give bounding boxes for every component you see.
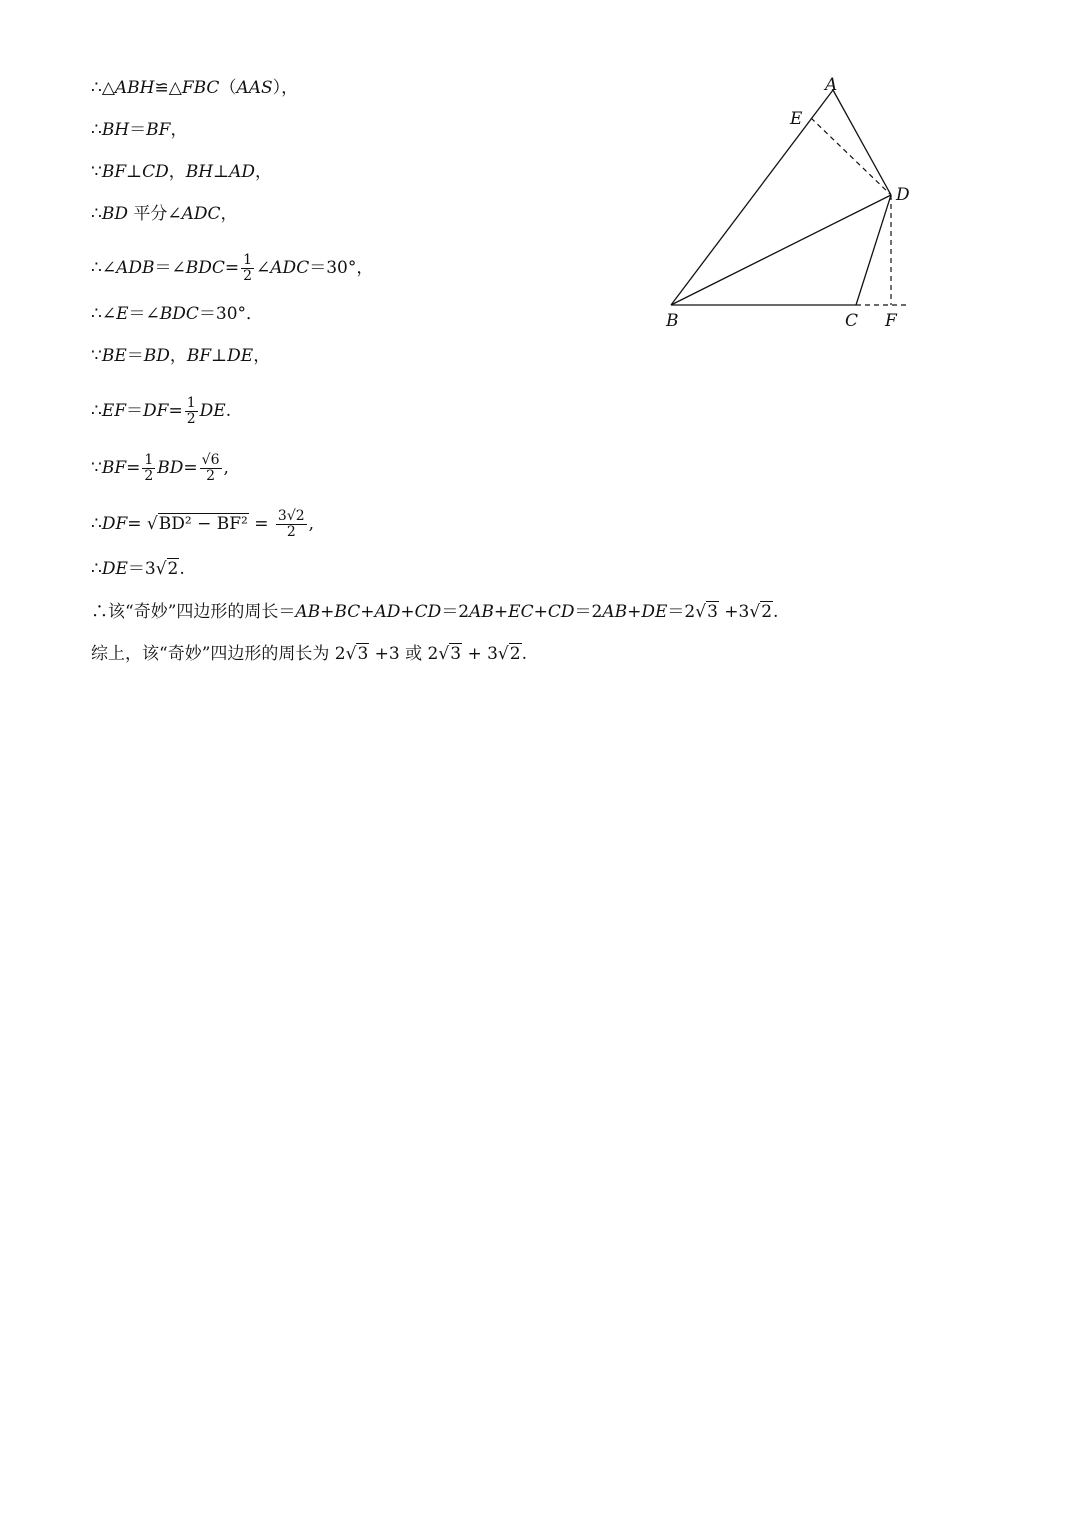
label-c: C xyxy=(845,311,859,331)
square-root xyxy=(438,642,462,666)
text-run: +3 或 2 xyxy=(369,644,439,664)
text-run: ∴∠ xyxy=(91,304,117,324)
math-variable: BF xyxy=(101,162,127,182)
text-run: ∴该“奇妙”四边形的周长＝ xyxy=(91,602,296,622)
fraction xyxy=(241,253,254,284)
fraction xyxy=(185,396,198,427)
square-root xyxy=(147,512,249,536)
radical-sign: √ xyxy=(345,644,357,664)
text-run: ）， xyxy=(272,78,299,98)
fraction xyxy=(200,453,222,484)
radicand: 3 xyxy=(357,644,369,664)
proof-line xyxy=(91,600,778,624)
fraction-denominator: 2 xyxy=(286,524,296,540)
math-variable: DE xyxy=(101,559,128,579)
text-run: + xyxy=(400,602,415,622)
math-variable: DF xyxy=(143,401,169,421)
text-run: ⊥ xyxy=(126,162,143,182)
math-variable: FBC xyxy=(181,78,220,98)
label-d: D xyxy=(896,185,910,205)
math-variable: AB xyxy=(295,602,321,622)
math-variable: AD xyxy=(374,602,401,622)
radical-sign: √ xyxy=(497,644,509,664)
text-run: ＝2 xyxy=(441,602,470,622)
text-run: ＝30°， xyxy=(309,258,374,278)
math-variable: BC xyxy=(334,602,361,622)
proof-line xyxy=(91,160,272,184)
text-run: ＝∠ xyxy=(128,304,160,324)
text-run: ∵ xyxy=(91,458,102,478)
proof-line xyxy=(91,202,238,226)
math-variable: BE xyxy=(101,346,127,366)
square-root xyxy=(749,600,773,624)
radical-sign: √ xyxy=(749,602,761,622)
math-variable: CD xyxy=(414,602,442,622)
text-run: = xyxy=(183,458,198,478)
text-run: ∴ xyxy=(91,120,102,140)
text-run: ， xyxy=(220,204,238,224)
text-run: = xyxy=(126,458,141,478)
text-run: ∴ xyxy=(91,401,102,421)
fraction-numerator: 1 xyxy=(243,252,253,268)
text-run: ， xyxy=(255,162,273,182)
fraction-numerator: 1 xyxy=(186,395,196,411)
radical-sign: √ xyxy=(146,514,158,534)
label-f: F xyxy=(885,311,897,331)
text-run: , xyxy=(308,514,315,534)
text-run: ＝2 xyxy=(667,602,696,622)
math-variable: ADB xyxy=(116,258,155,278)
text-run: ＝ xyxy=(129,120,147,140)
text-run: ∵ xyxy=(91,162,102,182)
radicand: 2 xyxy=(167,559,179,579)
text-run: . xyxy=(225,401,232,421)
math-variable: DE xyxy=(199,401,226,421)
text-run: + xyxy=(533,602,548,622)
text-run: ≌△ xyxy=(154,78,182,98)
math-variable: BF xyxy=(186,346,212,366)
proof-line xyxy=(91,453,229,484)
math-variable: ADC xyxy=(270,258,310,278)
math-variable: E xyxy=(116,304,129,324)
math-variable: AB xyxy=(602,602,628,622)
text-run: + xyxy=(493,602,509,622)
text-run: ∴ xyxy=(91,559,102,579)
text-run: （ xyxy=(219,78,237,98)
radicand: 2 xyxy=(761,602,773,622)
math-variable: ADC xyxy=(181,204,221,224)
fraction-numerator: 3√2 xyxy=(277,508,305,524)
proof-line xyxy=(91,302,263,326)
fraction-denominator: 2 xyxy=(144,468,154,484)
text-run: = xyxy=(168,401,183,421)
math-variable: BDC xyxy=(159,304,199,324)
radicand: 2 xyxy=(509,644,521,664)
math-variable: EC xyxy=(508,602,534,622)
label-b: B xyxy=(666,311,679,331)
math-variable: DE xyxy=(227,346,254,366)
fraction-denominator: 2 xyxy=(243,268,253,284)
text-run: ∴∠ xyxy=(91,258,117,278)
text-run: 综上，该“奇妙”四边形的周长为 2 xyxy=(91,644,346,664)
text-run: ＝∠ xyxy=(154,258,186,278)
text-run: +3 xyxy=(718,602,750,622)
math-variable: BH xyxy=(101,120,130,140)
math-variable: BF xyxy=(101,458,127,478)
math-variable: AAS xyxy=(236,78,273,98)
proof-line xyxy=(91,118,187,142)
edge-ba xyxy=(671,90,833,305)
text-run: ∠ xyxy=(256,258,271,278)
text-run: ， xyxy=(168,162,186,182)
radical-sign: √ xyxy=(155,559,167,579)
text-run: = xyxy=(224,258,240,278)
math-variable: BH xyxy=(185,162,214,182)
proof-line xyxy=(91,509,314,540)
radicand: 3 xyxy=(707,602,718,622)
edge-ad xyxy=(833,90,891,195)
text-run: ∵ xyxy=(91,346,102,366)
text-run: , xyxy=(223,458,229,478)
edge-bd xyxy=(671,195,891,305)
math-variable: AB xyxy=(469,602,494,622)
text-run: + 3 xyxy=(462,644,498,664)
text-run: ＝ xyxy=(126,346,144,366)
radicand: BD² − BF² xyxy=(158,514,248,534)
text-run: ＝3 xyxy=(127,559,156,579)
fraction xyxy=(276,509,307,540)
geometry-figure xyxy=(655,70,925,335)
text-run: ， xyxy=(253,346,271,366)
proof-line xyxy=(91,253,373,284)
math-variable: ABH xyxy=(114,78,155,98)
text-run: ∴ xyxy=(91,514,102,534)
text-run: . xyxy=(773,602,779,622)
text-run: ＝2 xyxy=(574,602,603,622)
label-e: E xyxy=(790,109,803,129)
fraction-denominator: 2 xyxy=(206,468,216,484)
text-run: . xyxy=(179,559,185,579)
math-variable: BD xyxy=(157,458,184,478)
text-run: = xyxy=(248,514,274,534)
radical-sign: √ xyxy=(438,644,450,664)
square-root xyxy=(695,600,719,624)
edge-dc xyxy=(856,195,891,305)
radical-sign: √ xyxy=(695,602,707,622)
text-run: = xyxy=(127,514,147,534)
square-root xyxy=(498,642,522,666)
fraction xyxy=(142,453,155,484)
text-run: 平分∠ xyxy=(127,204,182,224)
square-root xyxy=(346,642,370,666)
dashed-ed xyxy=(811,118,891,195)
text-run: ， xyxy=(170,120,188,140)
math-variable: CD xyxy=(142,162,169,182)
proof-line xyxy=(91,396,231,427)
proof-line xyxy=(91,557,185,581)
math-variable: CD xyxy=(547,602,575,622)
text-run: ⊥ xyxy=(213,162,230,182)
fraction-numerator: √6 xyxy=(201,452,220,468)
math-variable: DE xyxy=(641,602,668,622)
math-variable: EF xyxy=(101,401,127,421)
radicand: 3 xyxy=(450,644,462,664)
text-run: ＝ xyxy=(126,401,144,421)
proof-line xyxy=(91,642,527,666)
math-variable: BF xyxy=(146,120,171,140)
math-variable: DF xyxy=(101,514,128,534)
square-root xyxy=(156,557,180,581)
proof-line xyxy=(91,344,270,368)
fraction-numerator: 1 xyxy=(144,452,154,468)
text-run: . xyxy=(521,644,527,664)
text-run: ∴△ xyxy=(91,78,115,98)
text-run: + xyxy=(627,602,642,622)
text-run: ， xyxy=(169,346,187,366)
fraction-denominator: 2 xyxy=(186,411,196,427)
math-variable: AD xyxy=(229,162,256,182)
text-run: + xyxy=(320,602,335,622)
proof-line xyxy=(91,76,298,100)
text-run: + xyxy=(360,602,375,622)
text-run: ⊥ xyxy=(211,346,228,366)
label-a: A xyxy=(825,75,838,95)
text-run: ∴ xyxy=(91,204,102,224)
math-variable: BD xyxy=(101,204,128,224)
math-variable: BDC xyxy=(185,258,225,278)
text-run: ＝30°． xyxy=(198,304,264,324)
math-variable: BD xyxy=(143,346,170,366)
